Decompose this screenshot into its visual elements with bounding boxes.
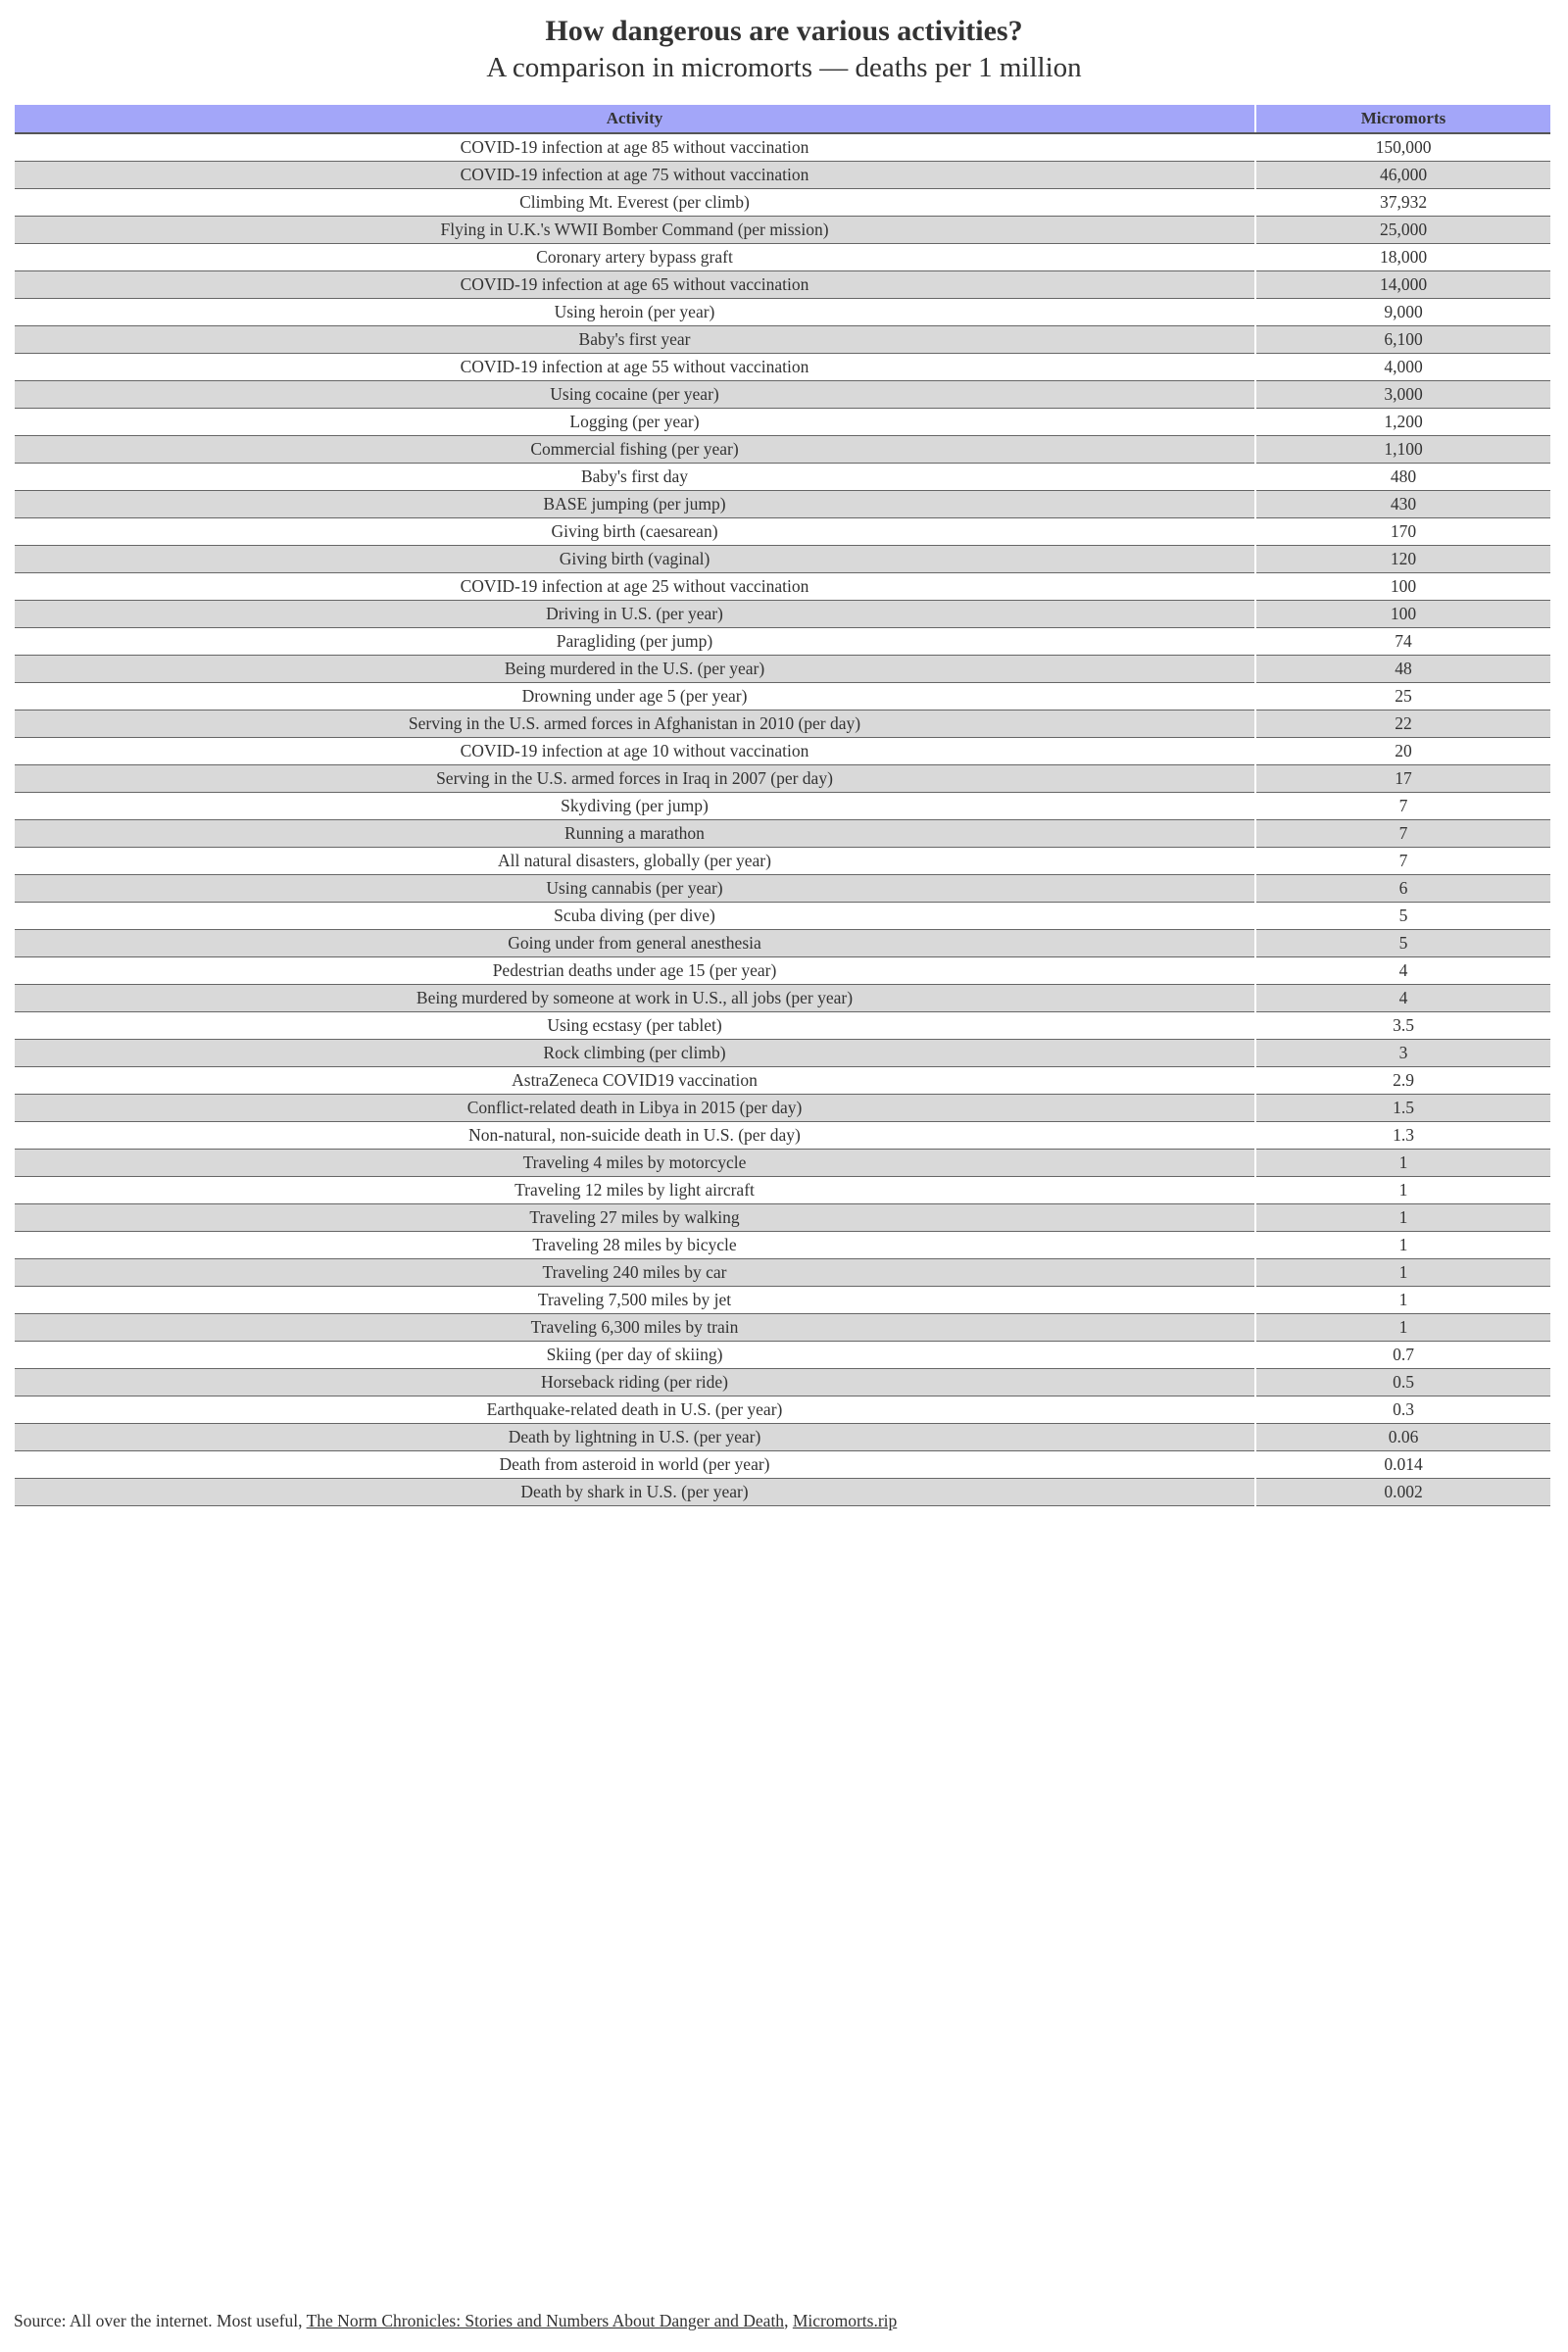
table-row — [15, 710, 1550, 738]
activity-cell: Horseback riding (per ride) — [15, 1369, 1255, 1396]
table-row — [15, 738, 1550, 765]
micromorts-cell: 170 — [1255, 518, 1550, 546]
table-row — [15, 820, 1550, 848]
micromorts-cell: 0.002 — [1255, 1479, 1550, 1506]
micromorts-cell: 100 — [1255, 573, 1550, 601]
micromorts-cell: 7 — [1255, 848, 1550, 875]
table-row — [15, 1204, 1550, 1232]
activity-cell: Logging (per year) — [15, 409, 1255, 436]
activity-cell: COVID-19 infection at age 25 without vaccination — [15, 573, 1255, 601]
table-row — [15, 683, 1550, 710]
micromorts-cell: 25 — [1255, 683, 1550, 710]
table-row — [15, 1287, 1550, 1314]
activity-cell: Skiing (per day of skiing) — [15, 1342, 1255, 1369]
micromorts-cell: 20 — [1255, 738, 1550, 765]
table-body — [15, 133, 1550, 1506]
activity-cell: Traveling 28 miles by bicycle — [15, 1232, 1255, 1259]
micromorts-cell: 1,200 — [1255, 409, 1550, 436]
table-row — [15, 271, 1550, 299]
activity-cell: Traveling 12 miles by light aircraft — [15, 1177, 1255, 1204]
activity-cell: Serving in the U.S. armed forces in Iraq in 2007 (per day) — [15, 765, 1255, 793]
micromorts-cell: 4,000 — [1255, 354, 1550, 381]
table-row — [15, 491, 1550, 518]
source-note — [14, 2311, 897, 2331]
source-link-micromorts-rip[interactable]: Micromorts.rip — [792, 2311, 898, 2330]
activity-cell: Pedestrian deaths under age 15 (per year) — [15, 957, 1255, 985]
micromorts-cell: 0.3 — [1255, 1396, 1550, 1424]
table-row — [15, 848, 1550, 875]
micromorts-cell: 1 — [1255, 1177, 1550, 1204]
activity-cell: BASE jumping (per jump) — [15, 491, 1255, 518]
activity-cell: Drowning under age 5 (per year) — [15, 683, 1255, 710]
micromorts-cell: 3.5 — [1255, 1012, 1550, 1040]
activity-cell: Paragliding (per jump) — [15, 628, 1255, 656]
activity-cell: Death by shark in U.S. (per year) — [15, 1479, 1255, 1506]
activity-cell: COVID-19 infection at age 10 without vaccination — [15, 738, 1255, 765]
table-header-row — [15, 105, 1550, 133]
activity-cell: Climbing Mt. Everest (per climb) — [15, 189, 1255, 217]
micromorts-cell: 9,000 — [1255, 299, 1550, 326]
table-row — [15, 217, 1550, 244]
micromorts-cell: 1,100 — [1255, 436, 1550, 464]
activity-cell: Giving birth (caesarean) — [15, 518, 1255, 546]
activity-cell: Traveling 240 miles by car — [15, 1259, 1255, 1287]
table-row — [15, 518, 1550, 546]
table-row — [15, 1342, 1550, 1369]
page-title: How dangerous are various activities? — [545, 15, 1023, 47]
micromorts-cell: 1 — [1255, 1314, 1550, 1342]
activity-cell: Coronary artery bypass graft — [15, 244, 1255, 271]
activity-cell: Using heroin (per year) — [15, 299, 1255, 326]
micromorts-cell: 7 — [1255, 793, 1550, 820]
table-row — [15, 1150, 1550, 1177]
micromorts-cell: 4 — [1255, 985, 1550, 1012]
activity-cell: Running a marathon — [15, 820, 1255, 848]
table-row — [15, 1479, 1550, 1506]
activity-cell: Skydiving (per jump) — [15, 793, 1255, 820]
activity-cell: Baby's first day — [15, 464, 1255, 491]
table-row — [15, 162, 1550, 189]
micromorts-cell: 3 — [1255, 1040, 1550, 1067]
table-row — [15, 875, 1550, 903]
page-subtitle: A comparison in micromorts — deaths per 1 million — [486, 52, 1082, 83]
micromorts-cell: 48 — [1255, 656, 1550, 683]
table-row — [15, 601, 1550, 628]
micromorts-cell: 6 — [1255, 875, 1550, 903]
micromorts-cell: 74 — [1255, 628, 1550, 656]
micromorts-cell: 0.5 — [1255, 1369, 1550, 1396]
micromorts-cell: 1 — [1255, 1204, 1550, 1232]
activity-cell: COVID-19 infection at age 55 without vaccination — [15, 354, 1255, 381]
source-link-norm-chronicles[interactable]: The Norm Chronicles: Stories and Numbers About Danger and Death — [306, 2311, 785, 2330]
table-row — [15, 1012, 1550, 1040]
table-row — [15, 628, 1550, 656]
activity-cell: COVID-19 infection at age 65 without vaccination — [15, 271, 1255, 299]
column-header-micromorts[interactable]: Micromorts — [1255, 105, 1550, 133]
table-row — [15, 765, 1550, 793]
table-row — [15, 1040, 1550, 1067]
micromorts-cell: 480 — [1255, 464, 1550, 491]
micromorts-cell: 1.3 — [1255, 1122, 1550, 1150]
activity-cell: AstraZeneca COVID19 vaccination — [15, 1067, 1255, 1095]
activity-cell: Being murdered by someone at work in U.S., all jobs (per year) — [15, 985, 1255, 1012]
activity-cell: Flying in U.K.'s WWII Bomber Command (per mission) — [15, 217, 1255, 244]
activity-cell: Using ecstasy (per tablet) — [15, 1012, 1255, 1040]
activity-cell: Driving in U.S. (per year) — [15, 601, 1255, 628]
table-row — [15, 1314, 1550, 1342]
table-row — [15, 464, 1550, 491]
activity-cell: Traveling 4 miles by motorcycle — [15, 1150, 1255, 1177]
table-row — [15, 656, 1550, 683]
table-row — [15, 133, 1550, 162]
activity-cell: Going under from general anesthesia — [15, 930, 1255, 957]
table-row — [15, 930, 1550, 957]
table-row — [15, 546, 1550, 573]
micromorts-cell: 120 — [1255, 546, 1550, 573]
table-row — [15, 381, 1550, 409]
table-row — [15, 985, 1550, 1012]
table-row — [15, 354, 1550, 381]
micromorts-cell: 22 — [1255, 710, 1550, 738]
micromorts-cell: 0.06 — [1255, 1424, 1550, 1451]
activity-cell: Non-natural, non-suicide death in U.S. (per day) — [15, 1122, 1255, 1150]
table-row — [15, 1424, 1550, 1451]
table-row — [15, 299, 1550, 326]
activity-cell: Death from asteroid in world (per year) — [15, 1451, 1255, 1479]
activity-cell: Using cocaine (per year) — [15, 381, 1255, 409]
table-row — [15, 957, 1550, 985]
table-row — [15, 1396, 1550, 1424]
activity-cell: All natural disasters, globally (per year) — [15, 848, 1255, 875]
table-row — [15, 1232, 1550, 1259]
activity-cell: Using cannabis (per year) — [15, 875, 1255, 903]
source-separator: , — [784, 2311, 793, 2330]
micromorts-cell: 17 — [1255, 765, 1550, 793]
activity-cell: Conflict-related death in Libya in 2015 (per day) — [15, 1095, 1255, 1122]
table-row — [15, 903, 1550, 930]
micromorts-cell: 18,000 — [1255, 244, 1550, 271]
micromorts-cell: 1 — [1255, 1232, 1550, 1259]
micromorts-cell: 4 — [1255, 957, 1550, 985]
table-row — [15, 573, 1550, 601]
activity-cell: Giving birth (vaginal) — [15, 546, 1255, 573]
table-row — [15, 1451, 1550, 1479]
table-row — [15, 1067, 1550, 1095]
micromorts-cell: 5 — [1255, 903, 1550, 930]
table-row — [15, 244, 1550, 271]
micromorts-cell: 1 — [1255, 1150, 1550, 1177]
table-row — [15, 1177, 1550, 1204]
activity-cell: Serving in the U.S. armed forces in Afghanistan in 2010 (per day) — [15, 710, 1255, 738]
column-header-activity[interactable]: Activity — [15, 105, 1255, 133]
table-row — [15, 326, 1550, 354]
activity-cell: Rock climbing (per climb) — [15, 1040, 1255, 1067]
activity-cell: Traveling 27 miles by walking — [15, 1204, 1255, 1232]
micromorts-cell: 1 — [1255, 1287, 1550, 1314]
activity-cell: Commercial fishing (per year) — [15, 436, 1255, 464]
micromorts-cell: 5 — [1255, 930, 1550, 957]
micromorts-cell: 430 — [1255, 491, 1550, 518]
table-row — [15, 1095, 1550, 1122]
micromorts-cell: 14,000 — [1255, 271, 1550, 299]
micromorts-cell: 150,000 — [1255, 133, 1550, 162]
activity-cell: COVID-19 infection at age 85 without vaccination — [15, 133, 1255, 162]
table-row — [15, 409, 1550, 436]
activity-cell: Death by lightning in U.S. (per year) — [15, 1424, 1255, 1451]
activity-cell: Scuba diving (per dive) — [15, 903, 1255, 930]
micromorts-cell: 100 — [1255, 601, 1550, 628]
micromorts-cell: 3,000 — [1255, 381, 1550, 409]
activity-cell: Being murdered in the U.S. (per year) — [15, 656, 1255, 683]
activity-cell: COVID-19 infection at age 75 without vaccination — [15, 162, 1255, 189]
micromorts-cell: 2.9 — [1255, 1067, 1550, 1095]
micromorts-cell: 25,000 — [1255, 217, 1550, 244]
micromorts-cell: 1.5 — [1255, 1095, 1550, 1122]
micromorts-cell: 0.014 — [1255, 1451, 1550, 1479]
micromorts-cell: 6,100 — [1255, 326, 1550, 354]
table-row — [15, 436, 1550, 464]
source-prefix: Source: All over the internet. Most useful, — [14, 2311, 307, 2330]
table-row — [15, 189, 1550, 217]
table-row — [15, 1369, 1550, 1396]
micromorts-cell: 46,000 — [1255, 162, 1550, 189]
activity-cell: Traveling 6,300 miles by train — [15, 1314, 1255, 1342]
micromorts-cell: 37,932 — [1255, 189, 1550, 217]
table-row — [15, 793, 1550, 820]
micromorts-cell: 7 — [1255, 820, 1550, 848]
micromorts-cell: 0.7 — [1255, 1342, 1550, 1369]
table-row — [15, 1259, 1550, 1287]
activity-cell: Traveling 7,500 miles by jet — [15, 1287, 1255, 1314]
micromorts-cell: 1 — [1255, 1259, 1550, 1287]
activity-cell: Earthquake-related death in U.S. (per year) — [15, 1396, 1255, 1424]
table-row — [15, 1122, 1550, 1150]
micromorts-table — [15, 105, 1550, 1506]
activity-cell: Baby's first year — [15, 326, 1255, 354]
